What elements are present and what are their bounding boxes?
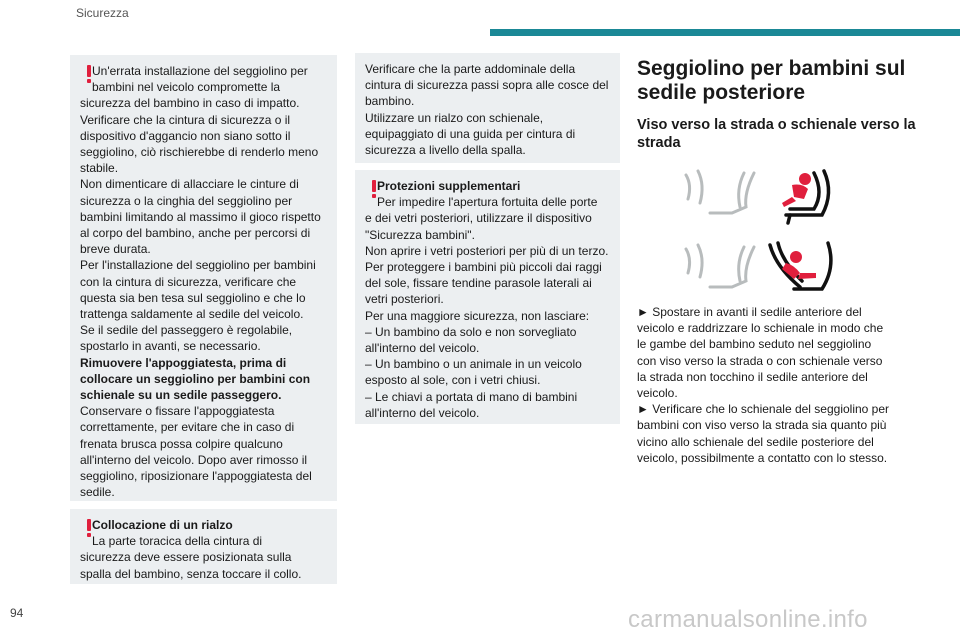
text-line: spostarlo in avanti, se necessario. bbox=[80, 339, 261, 354]
text-line: e dei vetri posteriori, utilizzare il dispositivo bbox=[365, 211, 592, 226]
rear-facing-child-seat-icon bbox=[678, 237, 838, 299]
section-title: Sicurezza bbox=[76, 6, 129, 20]
instruction-line: veicolo e raddrizzare lo schienale in modo che bbox=[637, 321, 884, 336]
text-line: seggiolino, riposizionare l'appoggiatesta del bbox=[80, 469, 312, 484]
instruction-line: le gambe del bambino seduto nel seggiolino bbox=[637, 337, 872, 352]
text-line: stabile. bbox=[80, 161, 119, 176]
watermark: carmanualsonline.info bbox=[628, 606, 868, 633]
text-line: sicurezza a livello della spalla. bbox=[365, 143, 526, 158]
text-line: Non aprire i vetri posteriori per più di un terzo. bbox=[365, 243, 609, 258]
text-line: bambini nel veicolo compromette la bbox=[92, 80, 281, 95]
text-line: al corpo del bambino, anche per percorsi di bbox=[80, 226, 311, 241]
header-accent-bar bbox=[490, 29, 960, 36]
text-line: all'interno del veicolo. bbox=[365, 405, 480, 420]
instruction-line: bambini con viso verso la strada sia quanto più bbox=[637, 418, 887, 433]
booster-text-line: La parte toracica della cintura di bbox=[92, 534, 263, 549]
text-line: correttamente, per evitare che in caso di bbox=[80, 420, 295, 435]
warning-box-booster bbox=[70, 509, 337, 584]
instruction-line: veicolo, possibilmente a contatto con lo stesso. bbox=[637, 450, 888, 465]
text-line: breve durata. bbox=[80, 242, 151, 257]
text-line: frenata brusca possa colpire qualcuno bbox=[80, 436, 283, 451]
page-number: 94 bbox=[10, 606, 24, 620]
text-line: – Un bambino o un animale in un veicolo bbox=[365, 357, 582, 372]
warning-icon bbox=[84, 65, 93, 83]
text-line: sedile. bbox=[80, 485, 115, 500]
text-line: seggiolino, ciò rischierebbe di renderlo meno bbox=[80, 145, 319, 160]
text-line: Utilizzare un rialzo con schienale, bbox=[365, 110, 544, 125]
text-line: sicurezza del bambino in caso di impatto. bbox=[80, 96, 300, 111]
text-line: vetri posteriori. bbox=[365, 292, 444, 307]
section-heading: Seggiolino per bambini sul sedile posteriore bbox=[637, 57, 906, 104]
text-line: – Le chiavi a portata di mano di bambini bbox=[365, 389, 578, 404]
booster-title: Collocazione di un rialzo bbox=[92, 518, 233, 532]
bold-text-line: schienale su un sedile passeggero. bbox=[80, 388, 282, 403]
warning-icon bbox=[84, 519, 93, 537]
forward-facing-child-seat-icon bbox=[678, 163, 838, 225]
instruction-line: ► Spostare in avanti il sedile anteriore del bbox=[637, 305, 862, 319]
text-line: Un'errata installazione del seggiolino per bbox=[92, 64, 308, 78]
text-line: Per proteggere i bambini più piccoli dai raggi bbox=[365, 260, 602, 275]
warning-box-additional-protection bbox=[355, 170, 620, 424]
instruction-line: la strada non tocchino il sedile anteriore del bbox=[637, 369, 868, 384]
instruction-line: vicino allo schienale del sedile posteriore del bbox=[637, 434, 874, 449]
text-line: Conservare o fissare l'appoggiatesta bbox=[80, 404, 275, 419]
instructions-text bbox=[637, 304, 907, 466]
text-line: Non dimenticare di allacciare le cinture di bbox=[80, 177, 299, 192]
text-line: – Un bambino da solo e non sorvegliato bbox=[365, 324, 577, 339]
protection-title: Protezioni supplementari bbox=[377, 179, 521, 193]
text-line: bambino. bbox=[365, 94, 415, 109]
instruction-line: veicolo. bbox=[637, 386, 678, 401]
text-line: Verificare che la cintura di sicurezza o il bbox=[80, 112, 291, 127]
text-line: cintura di sicurezza passi sopra alle cosce del bbox=[365, 78, 609, 93]
text-line: esposto al sole, con i vetri chiusi. bbox=[365, 373, 541, 388]
text-line: questa sia ben tesa sul seggiolino e che lo bbox=[80, 290, 306, 305]
instruction-line: ► Verificare che lo schienale del seggiolino per bbox=[637, 402, 890, 417]
protection-text-line: Per impedire l'apertura fortuita delle porte bbox=[377, 195, 598, 210]
text-line: Verificare che la parte addominale della bbox=[365, 62, 576, 76]
bold-text-line: Rimuovere l'appoggiatesta, prima di bbox=[80, 355, 287, 370]
text-line: sicurezza deve essere posizionata sulla bbox=[80, 550, 292, 565]
text-line: dispositivo d'aggancio non siano sotto il bbox=[80, 128, 291, 143]
text-line: sicurezza o la cinghia del seggiolino per bbox=[80, 193, 293, 208]
section-subheading: Viso verso la strada o schienale verso la strada bbox=[637, 117, 916, 151]
text-line: all'interno del veicolo. bbox=[365, 341, 480, 356]
text-line: con la cintura di sicurezza, verificare che bbox=[80, 274, 297, 289]
warning-icon bbox=[369, 180, 378, 198]
text-line: "Sicurezza bambini". bbox=[365, 227, 475, 242]
text-line: del sole, fissare tendine parasole laterali ai bbox=[365, 276, 592, 291]
warning-box-installation bbox=[70, 55, 337, 501]
text-line: trattenga saldamente al sedile del veicolo. bbox=[80, 307, 304, 322]
text-line: equipaggiato di una guida per cintura di bbox=[365, 126, 576, 141]
instruction-line: con viso verso la strada o con schienale verso bbox=[637, 353, 883, 368]
info-box-lap-belt bbox=[355, 53, 620, 163]
text-line: bambini limitando al massimo il gioco rispetto bbox=[80, 209, 321, 224]
text-line: Per l'installazione del seggiolino per bambini bbox=[80, 258, 316, 273]
text-line: Per una maggiore sicurezza, non lasciare: bbox=[365, 308, 590, 323]
bold-text-line: collocare un seggiolino per bambini con bbox=[80, 371, 311, 386]
text-line: all'interno del veicolo. Dopo aver rimosso il bbox=[80, 452, 308, 467]
text-line: Se il sedile del passeggero è regolabile, bbox=[80, 323, 293, 338]
text-line: spalla del bambino, senza toccare il collo. bbox=[80, 566, 302, 581]
